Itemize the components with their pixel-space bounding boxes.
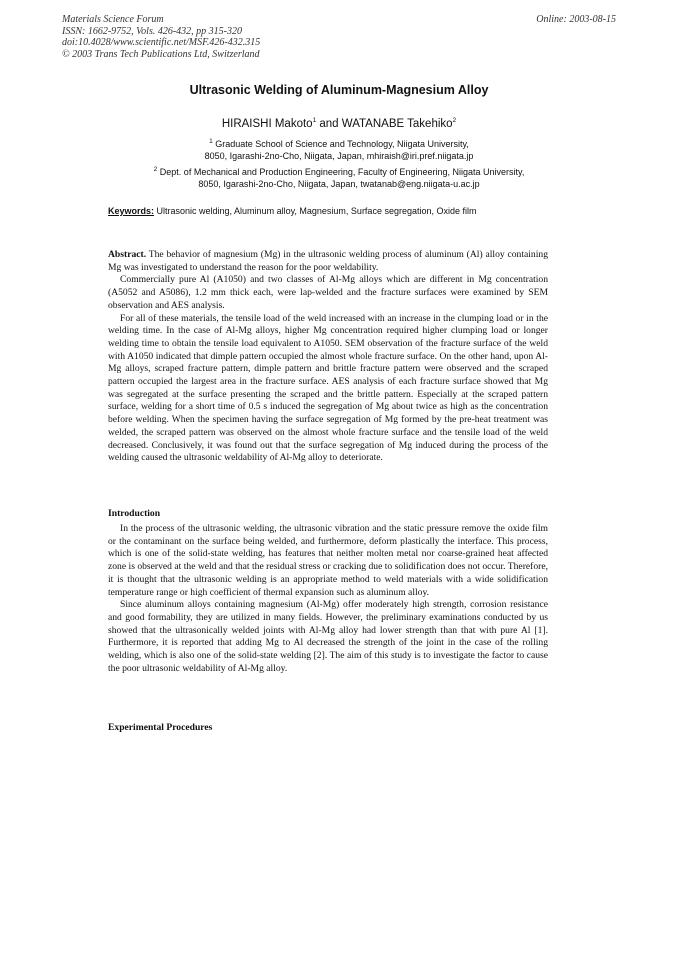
issn-line: ISSN: 1662-9752, Vols. 426-432, pp 315-320 — [62, 25, 242, 37]
experimental-procedures-heading: Experimental Procedures — [108, 722, 213, 733]
abstract-paragraph-1 — [108, 249, 548, 274]
journal-header — [62, 14, 260, 60]
author-1: HIRAISHI Makoto — [221, 118, 313, 130]
abstract-label: Abstract. — [108, 249, 147, 260]
affiliation-2-line-1: Dept. of Mechanical and Production Engineering, Faculty of Engineering, Niigata University, — [157, 167, 525, 177]
author-conjunction: and — [316, 118, 342, 130]
author-2-affiliation-mark: 2 — [452, 117, 457, 125]
keywords-text: Ultrasonic welding, Aluminum alloy, Magnesium, Surface segregation, Oxide film — [154, 206, 477, 216]
introduction-paragraph-1: In the process of the ultrasonic welding, the ultrasonic vibration and the static pressure remove the oxide film or the contaminant on the surface being welded, and furthermore, deform plastically the interface. This process, which is one of the solid-state welding, has features that neither molten metal nor coarse-grained heat affected zone is observed at the weld and that the residual stress or cracking due to solidification does not occur. Therefore, it is thought that the ultrasonic welding is an appropriate method to weld materials with a wide solidification temperature range or high coefficient of thermal expansion such as aluminum alloy. — [108, 523, 548, 598]
paper-title: Ultrasonic Welding of Aluminum-Magnesium Alloy — [189, 83, 489, 97]
introduction-heading: Introduction — [108, 508, 161, 519]
abstract-paragraph-1-text: The behavior of magnesium (Mg) in the ultrasonic welding process of aluminum (Al) alloy containing Mg was investigated to understand the reason for the poor weldability. — [108, 249, 548, 273]
author-1-affiliation-mark: 1 — [312, 117, 317, 125]
affiliation-1 — [0, 138, 678, 162]
author-line — [0, 118, 678, 130]
introduction-section — [108, 523, 548, 675]
affiliation-2-line-2: 8050, Igarashi-2no-Cho, Niigata, Japan, twatanab@eng.niigata-u.ac.jp — [198, 179, 480, 189]
affiliation-1-line-1: Graduate School of Science and Technology, Niigata University, — [212, 139, 469, 149]
copyright-line: © 2003 Trans Tech Publications Ltd, Switzerland — [62, 48, 260, 60]
abstract-paragraph-2: Commercially pure Al (A1050) and two classes of Al-Mg alloys which are different in Mg concentration (A5052 and A5086), 1.2 mm thick each, were lap-welded and the fracture surfaces were examined by SEM observation and AES analysis. — [108, 274, 548, 311]
doi-line[interactable]: doi:10.4028/www.scientific.net/MSF.426-432.315 — [62, 37, 261, 48]
keywords-label: Keywords: — [108, 206, 155, 216]
affiliation-2 — [0, 166, 678, 190]
online-date: Online: 2003-08-15 — [536, 14, 616, 25]
affiliation-1-line-2: 8050, Igarashi-2no-Cho, Niigata, Japan, mhiraish@iri.pref.niigata.jp — [204, 151, 474, 161]
introduction-paragraph-2: Since aluminum alloys containing magnesium (Al-Mg) offer moderately high strength, corrosion resistance and good formability, they are utilized in many fields. However, the preliminary examinations conducted by us showed that the ultrasonically welded joints with Al-Mg alloy had lower strength than that with pure Al [1]. Furthermore, it is reported that adding Mg to Al decreased the strength of the joint in the case of the rolling welding, which is also one of the solid-state welding [2]. The aim of this study is to investigate the factor to cause the poor ultrasonic weldability of Al-Mg alloy. — [108, 599, 548, 674]
abstract-section — [108, 249, 548, 465]
author-2: WATANABE Takehiko — [341, 118, 453, 130]
keywords-line — [108, 206, 477, 216]
journal-name: Materials Science Forum — [62, 14, 164, 25]
affiliation-1-mark: 1 — [209, 138, 213, 145]
affiliation-2-mark: 2 — [153, 166, 158, 173]
abstract-paragraph-3: For all of these materials, the tensile load of the weld increased with an increase in the clumping load or in the welding time. In the case of Al-Mg alloys, higher Mg concentration required higher clumping load or longer welding time to obtain the tensile load equivalent to A1050. SEM observation of the fracture surface of the weld with A1050 indicated that dimple pattern occupied the almost whole fracture surface. On the other hand, upon Al-Mg alloys, scraped fracture pattern, dimple pattern and brittle fracture pattern were observed and the scraped pattern occupied the largest area in the fracture surface. AES analysis of each fracture surface showed that Mg was segregated at the surface presenting the scraped and the brittle pattern. Especially at the scraped pattern surface, welding for a short time of 0.5 s induced the segregation of Mg about twice as high as the concentration before welding. When the specimen having the surface segregation of Mg formed by the pre-heat treatment was welded, the scraped pattern was observed on the almost whole fracture surface and the tensile load of the weld decreased. Conclusively, it was found out that the surface segregation of Mg induced during the process of the welding caused the ultrasonic weldability of Al-Mg alloy to deteriorate. — [108, 312, 548, 464]
